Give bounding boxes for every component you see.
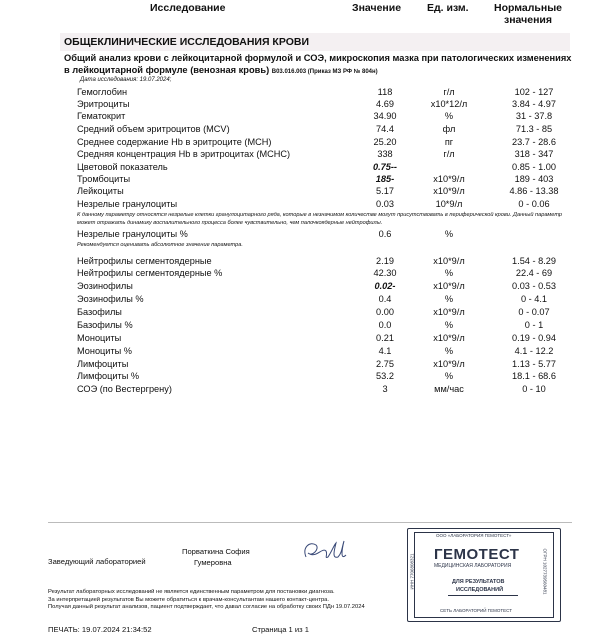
row-name: Эозинофилы — [77, 281, 133, 291]
table-row — [77, 268, 577, 280]
disclaimer — [48, 589, 398, 612]
table-row — [77, 162, 577, 174]
table-row — [77, 320, 577, 332]
row-value: 42.30 — [373, 268, 397, 278]
table-row — [77, 229, 577, 241]
row-name: Базофилы — [77, 307, 122, 317]
table-row — [77, 186, 577, 198]
row-unit: 10*9/л — [435, 199, 463, 209]
stamp-inner-frame — [414, 532, 554, 618]
table-row — [77, 137, 577, 149]
table-row — [77, 174, 577, 186]
row-value: 0.03 — [376, 199, 394, 209]
stamp-bottom-text: СЕТЬ ЛАБОРАТОРИЙ ГЕМОТЕСТ — [440, 608, 512, 613]
signature-stroke — [305, 541, 346, 558]
col-header-unit: Ед. изм. — [427, 2, 469, 14]
row-norm: 1.54 - 8.29 — [512, 256, 556, 266]
row-norm: 0 - 0.07 — [518, 307, 550, 317]
row-norm: 3.84 - 4.97 — [512, 99, 556, 109]
row-norm: 0.85 - 1.00 — [512, 162, 556, 172]
table-row — [77, 359, 577, 371]
row-unit: x10*12/л — [430, 99, 468, 109]
row-value: 0.00 — [376, 307, 394, 317]
row-value-abnormal: 185- — [375, 174, 395, 184]
panel-code: В03.016.003 (Приказ МЗ РФ № 804н) — [271, 68, 378, 75]
table-row — [77, 307, 577, 319]
study-date: Дата исследования: 19.07.2024; — [80, 77, 172, 83]
row-name: Цветовой показатель — [77, 162, 168, 172]
row-name: Эритроциты — [77, 99, 130, 109]
table-row — [77, 256, 577, 268]
row-norm: 0 - 0.06 — [518, 199, 550, 209]
row-name: Средний объем эритроцитов (MCV) — [77, 124, 230, 134]
head-name-2: Гумеровна — [194, 558, 232, 567]
stamp-divider — [448, 595, 518, 596]
note-absolute-value: Рекомендуется оценивать абсолютное значение параметра. — [77, 242, 243, 248]
row-unit: x10*9/л — [433, 186, 465, 196]
row-name: Нейтрофилы сегментоядерные % — [77, 268, 223, 278]
row-value: 118 — [377, 87, 393, 97]
row-name: Тромбоциты — [77, 174, 131, 184]
row-norm: 18.1 - 68.6 — [512, 371, 556, 381]
disclaimer-line-1: Результат лабораторных исследований не является единственным параметром для постановки диагноза. — [48, 589, 335, 595]
row-name: Базофилы % — [77, 320, 133, 330]
row-value: 2.19 — [376, 256, 394, 266]
row-norm: 31 - 37.8 — [515, 111, 553, 121]
stamp-inn: ИНН 7706808321 — [409, 553, 415, 590]
row-value: 53.2 — [376, 371, 394, 381]
row-norm: 71.3 - 85 — [515, 124, 553, 134]
row-norm: 0 - 4.1 — [520, 294, 548, 304]
row-value: 34.90 — [373, 111, 397, 121]
panel-title-text: Общий анализ крови с лейкоцитарной формулой и СОЭ, микроскопия мазка при патологических изменениях в лейкоцитарной формуле (венозная кровь) — [64, 53, 572, 75]
stamp-for-results-2: ИССЛЕДОВАНИЙ — [456, 587, 504, 593]
stamp-brand: ГЕМОТЕСТ — [434, 546, 520, 563]
row-unit: г/л — [443, 149, 455, 159]
row-value: 4.1 — [378, 346, 392, 356]
panel-title — [64, 53, 574, 78]
lab-stamp — [407, 528, 561, 622]
table-row — [77, 294, 577, 306]
table-row — [77, 333, 577, 345]
row-value: 338 — [377, 149, 393, 159]
row-value: 0.0 — [378, 320, 392, 330]
row-value: 0.21 — [376, 333, 394, 343]
row-name: Лимфоциты % — [77, 371, 140, 381]
row-name: Эозинофилы % — [77, 294, 144, 304]
col-header-test: Исследование — [150, 2, 226, 14]
row-unit: x10*9/л — [433, 359, 465, 369]
row-unit: % — [444, 320, 454, 330]
row-value: 0.6 — [378, 229, 392, 239]
row-norm: 0 - 1 — [524, 320, 544, 330]
table-row — [77, 87, 577, 99]
table-row — [77, 149, 577, 161]
row-value: 3 — [382, 384, 388, 394]
col-header-value: Значение — [352, 2, 402, 14]
row-norm: 189 - 403 — [514, 174, 554, 184]
row-name: Гематокрит — [77, 111, 126, 121]
row-value-abnormal: 0.02- — [374, 281, 396, 291]
section-title: ОБЩЕКЛИНИЧЕСКИЕ ИССЛЕДОВАНИЯ КРОВИ — [64, 36, 309, 48]
row-value: 4.69 — [376, 99, 394, 109]
row-name: Лейкоциты — [77, 186, 124, 196]
row-norm: 0.03 - 0.53 — [512, 281, 556, 291]
row-unit: мм/час — [434, 384, 464, 394]
table-row — [77, 384, 577, 396]
row-unit: фл — [442, 124, 456, 134]
page-counter: Страница 1 из 1 — [252, 625, 309, 634]
table-row — [77, 111, 577, 123]
row-norm: 4.86 - 13.38 — [509, 186, 559, 196]
row-unit: пг — [444, 137, 454, 147]
row-unit: % — [444, 268, 454, 278]
row-unit: x10*9/л — [433, 281, 465, 291]
row-name: Незрелые гранулоциты — [77, 199, 178, 209]
row-norm: 0.19 - 0.94 — [512, 333, 556, 343]
disclaimer-line-2: За интерпретацией результатов Вы можете обратиться к врачам-консультантам нашего контакт-центра. — [48, 596, 329, 603]
col-header-norm-1: Нормальные — [494, 2, 563, 14]
row-norm: 318 - 347 — [514, 149, 554, 159]
table-row — [77, 124, 577, 136]
row-unit: % — [444, 346, 454, 356]
row-name: Средняя концентрация Hb в эритроцитах (MCHC) — [77, 149, 291, 159]
col-header-norm-2: значения — [504, 14, 552, 26]
stamp-top-text: ООО «ЛАБОРАТОРИЯ ГЕМОТЕСТ» — [436, 533, 512, 538]
row-name: Гемоглобин — [77, 87, 128, 97]
row-unit: x10*9/л — [433, 333, 465, 343]
table-row — [77, 99, 577, 111]
row-value: 25.20 — [373, 137, 397, 147]
table-row — [77, 371, 577, 383]
row-name: Среднее содержание Hb в эритроците (MCH) — [77, 137, 272, 147]
row-norm: 102 - 127 — [514, 87, 554, 97]
row-name: Моноциты — [77, 333, 122, 343]
row-norm: 23.7 - 28.6 — [512, 137, 556, 147]
row-value: 74.4 — [376, 124, 394, 134]
table-row — [77, 346, 577, 358]
head-label: Заведующий лабораторией — [48, 557, 146, 566]
row-name: Лимфоциты — [77, 359, 129, 369]
row-unit: x10*9/л — [433, 174, 465, 184]
row-name: Незрелые гранулоциты % — [77, 229, 188, 239]
stamp-for-results-1: ДЛЯ РЕЗУЛЬТАТОВ — [452, 579, 505, 585]
stamp-ogrn: ОГРН 1027739560481 — [542, 548, 548, 595]
row-norm: 1.13 - 5.77 — [512, 359, 556, 369]
row-value: 0.4 — [378, 294, 392, 304]
print-timestamp: ПЕЧАТЬ: 19.07.2024 21:34:52 — [48, 625, 152, 634]
table-row — [77, 199, 577, 211]
footer-divider — [48, 522, 572, 523]
stamp-brand-sub: МЕДИЦИНСКАЯ ЛАБОРАТОРИЯ — [434, 563, 512, 569]
row-unit: x10*9/л — [433, 256, 465, 266]
row-unit: x10*9/л — [433, 307, 465, 317]
row-name: Нейтрофилы сегментоядерные — [77, 256, 212, 266]
row-unit: % — [444, 294, 454, 304]
row-unit: % — [444, 229, 454, 239]
row-name: СОЭ (по Вестергрену) — [77, 384, 172, 394]
row-unit: % — [444, 111, 454, 121]
row-name: Моноциты % — [77, 346, 132, 356]
row-unit: г/л — [443, 87, 455, 97]
table-row — [77, 281, 577, 293]
head-name-1: Порваткина София — [182, 547, 250, 556]
signature — [298, 533, 360, 567]
row-norm: 0 - 10 — [522, 384, 546, 394]
row-value: 2.75 — [376, 359, 394, 369]
row-unit: % — [444, 371, 454, 381]
row-norm: 22.4 - 69 — [515, 268, 553, 278]
row-value-abnormal: 0.75-- — [372, 162, 397, 172]
disclaimer-line-3: Получая данный результат анализов, пациент подтверждает, что давал согласие на обработку своих ПДн 19.07.2024 — [48, 604, 365, 611]
row-norm: 4.1 - 12.2 — [514, 346, 554, 356]
row-value: 5.17 — [376, 186, 394, 196]
note-immature-granulocytes: К данному параметру относятся незрелые клетки гранулоцитарного ряда, которые в незначимом количестве могут присутствовать в периферической крови. Данный параметр может отражать динамику воспалительного процесса более чувствительно, чем палочкоядерные нейтрофилы. — [77, 212, 563, 226]
